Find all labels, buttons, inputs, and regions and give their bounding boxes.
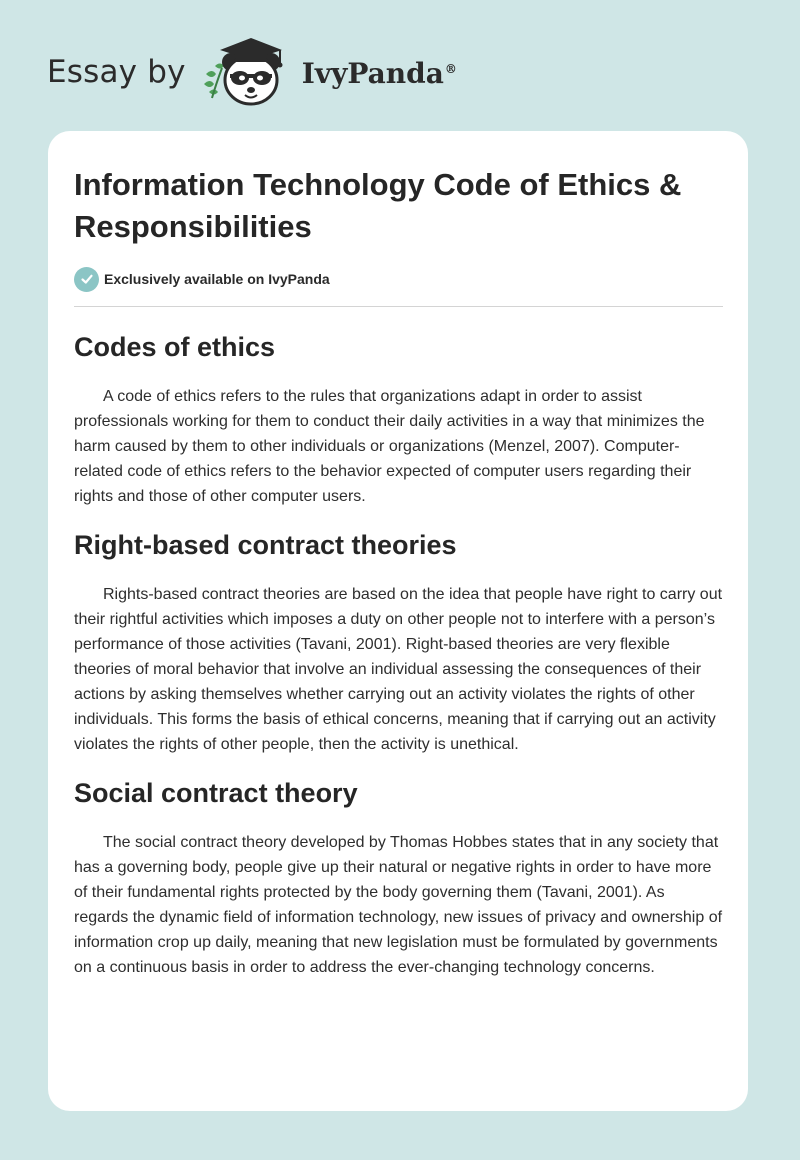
section-paragraph-codes-of-ethics: A code of ethics refers to the rules that organizations adapt in order to assist professionals working for them to conduct their daily activities in a way that minimizes the harm caused by them to other individuals or organizations (Menzel, 2007). Computer-related code of ethics refers to the behavior expected of computer users regarding their rights and those of other computer users. — [74, 388, 705, 505]
essay-title: Information Technology Code of Ethics & Responsibilities — [74, 167, 682, 244]
exclusive-badge-text: Exclusively available on IvyPanda — [104, 271, 330, 287]
section-paragraph-right-based-contract-theories: Rights-based contract theories are based on the idea that people have right to carry out their rightful activities which imposes a duty on other people not to interfere with a person’s performance of those activities (Tavani, 2001). Right-based theories are very flexible theories of moral behavior that involve an individual assessing the consequences of their actions by asking themselves whether carrying out an activity violates the rights of other individuals. This forms the basis of ethical concerns, meaning that if carrying out an activity violates the rights of other people, then the activity is unethical. — [74, 586, 723, 753]
section-heading-right-based-contract-theories: Right-based contract theories — [74, 530, 457, 560]
panda-logo-icon[interactable] — [200, 36, 298, 108]
registered-mark: ® — [444, 61, 457, 76]
exclusive-badge — [74, 266, 723, 292]
section-paragraph-social-contract-theory: The social contract theory developed by Thomas Hobbes states that in any society that has a governing body, people give up their natural or negative rights in order to have more of their fundamental rights protected by the body governing them (Tavani, 2001). As regards the dynamic field of information technology, new issues of privacy and ownership of information crop up daily, meaning that new legislation must be formulated by governments on a continuous basis in order to address the ever-changing technology concerns. — [74, 834, 723, 976]
section-heading-social-contract-theory: Social contract theory — [74, 778, 358, 808]
check-circle-icon — [74, 267, 99, 292]
brand-name[interactable] — [301, 57, 457, 90]
essay-card — [48, 131, 748, 1111]
brand-prefix: Essay by — [47, 53, 186, 90]
section-heading-codes-of-ethics: Codes of ethics — [74, 332, 276, 362]
brand-name-text: IvyPanda — [301, 57, 444, 90]
essay-content — [74, 164, 723, 980]
title-divider — [74, 306, 723, 307]
site-header-brand — [47, 36, 457, 108]
